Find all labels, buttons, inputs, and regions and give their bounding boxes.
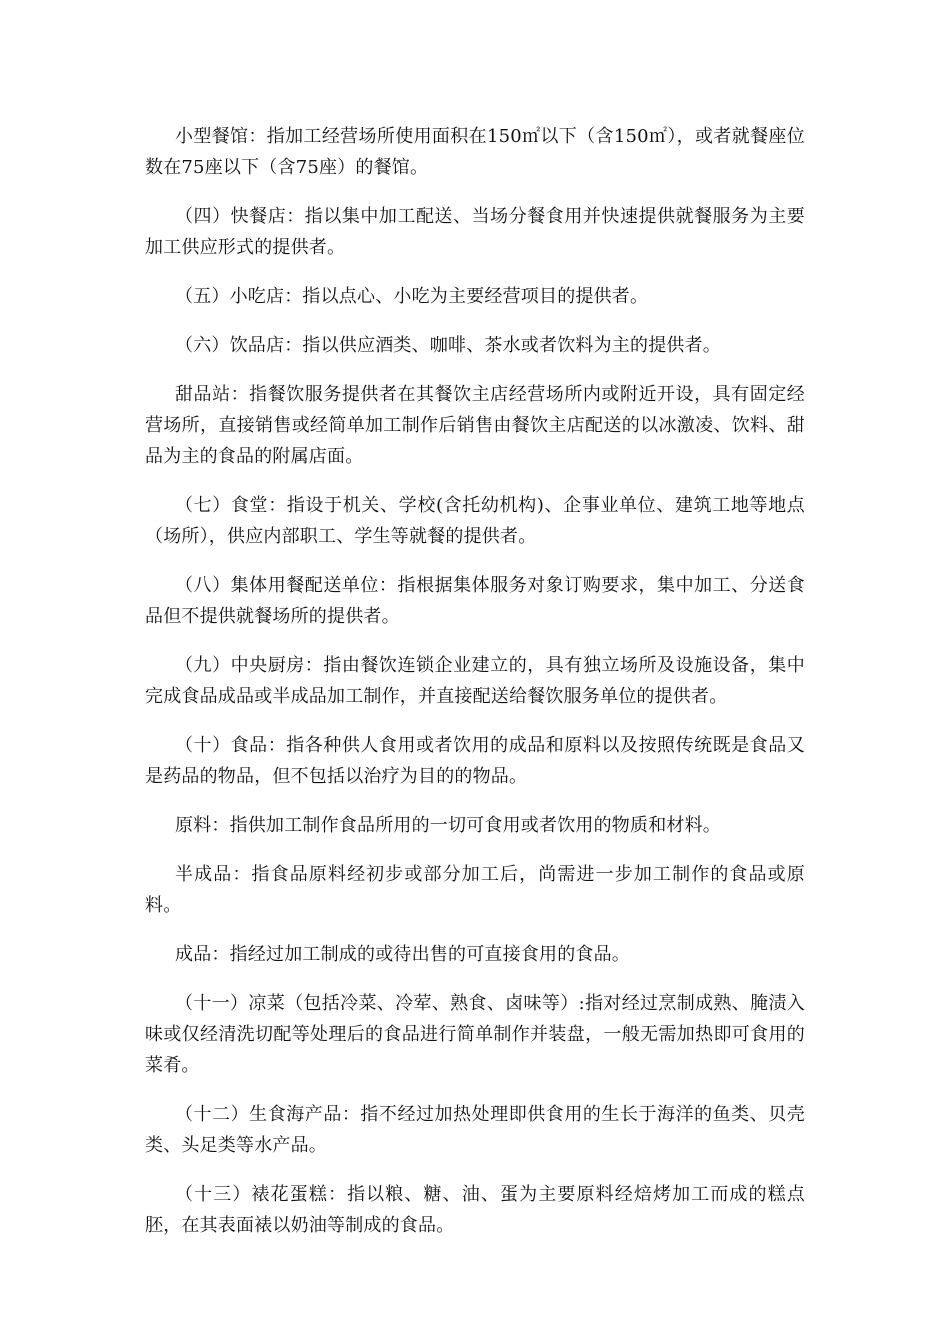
paragraph-snack-shop: （五）小吃店：指以点心、小吃为主要经营项目的提供者。 xyxy=(175,286,649,307)
paragraph-central-kitchen: （九）中央厨房：指由餐饮连锁企业建立的，具有独立场所及设施设备，集中完成食品成品或半成品加工制作，并直接配送给餐饮服务单位的提供者。 xyxy=(145,655,805,707)
document-body xyxy=(145,121,805,1259)
paragraph-dessert-station: 甜品站：指餐饮服务提供者在其餐饮主店经营场所内或附近开设，具有固定经营场所，直接销售或经简单加工制作后销售由餐饮主店配送的以冰激凌、饮料、甜品为主的食品的附属店面。 xyxy=(145,384,805,467)
paragraph-beverage-shop: （六）饮品店：指以供应酒类、咖啡、茶水或者饮料为主的提供者。 xyxy=(175,335,721,356)
paragraph-cold-dishes: （十一）凉菜（包括冷菜、冷荤、熟食、卤味等）:指对经过烹制成熟、腌渍入味或仅经清洗切配等处理后的食品进行简单制作并装盘，一般无需加热即可食用的菜肴。 xyxy=(145,993,805,1076)
paragraph-group-meal-delivery: （八）集体用餐配送单位：指根据集体服务对象订购要求，集中加工、分送食品但不提供就餐场所的提供者。 xyxy=(145,575,805,627)
paragraph-canteen: （七）食堂：指设于机关、学校(含托幼机构)、企事业单位、建筑工地等地点（场所），供应内部职工、学生等就餐的提供者。 xyxy=(145,495,805,547)
paragraph-small-restaurant: 小型餐馆：指加工经营场所使用面积在150㎡以下（含150㎡），或者就餐座位数在75座以下（含75座）的餐馆。 xyxy=(145,126,805,178)
paragraph-decorated-cake: （十三）裱花蛋糕：指以粮、糖、油、蛋为主要原料经焙烤加工而成的糕点胚，在其表面裱以奶油等制成的食品。 xyxy=(145,1184,805,1236)
paragraph-raw-material: 原料：指供加工制作食品所用的一切可食用或者饮用的物质和材料。 xyxy=(175,815,721,836)
paragraph-fast-food: （四）快餐店：指以集中加工配送、当场分餐食用并快速提供就餐服务为主要加工供应形式的提供者。 xyxy=(145,206,805,258)
paragraph-food: （十）食品：指各种供人食用或者饮用的成品和原料以及按照传统既是食品又是药品的物品，但不包括以治疗为目的的物品。 xyxy=(145,735,805,787)
paragraph-finished-product: 成品：指经过加工制成的或待出售的可直接食用的食品。 xyxy=(175,944,630,965)
paragraph-raw-seafood: （十二）生食海产品：指不经过加热处理即供食用的生长于海洋的鱼类、贝壳类、头足类等水产品。 xyxy=(145,1104,805,1156)
paragraph-semi-finished: 半成品：指食品原料经初步或部分加工后，尚需进一步加工制作的食品或原料。 xyxy=(145,864,805,916)
